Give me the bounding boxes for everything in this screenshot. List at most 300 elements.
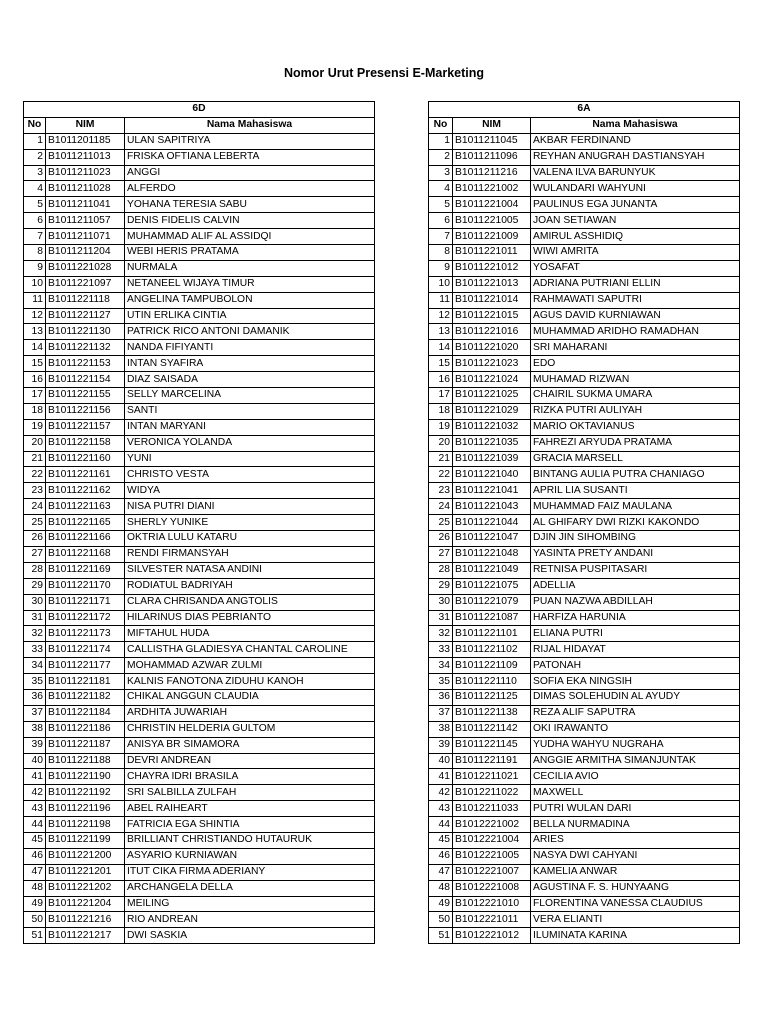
student-nim: B1011221041	[453, 483, 531, 499]
student-nim: B1011221142	[453, 721, 531, 737]
student-name: SILVESTER NATASA ANDINI	[125, 562, 375, 578]
student-nim: B1011211057	[46, 213, 125, 229]
student-name: SRI MAHARANI	[531, 340, 740, 356]
student-nim: B1011221016	[453, 324, 531, 340]
column-header-no: No	[24, 117, 46, 133]
student-name: SRI SALBILLA ZULFAH	[125, 785, 375, 801]
table-row	[24, 451, 375, 467]
row-number: 12	[429, 308, 453, 324]
student-nim: B1011221187	[46, 737, 125, 753]
student-name: ILUMINATA KARINA	[531, 928, 740, 944]
row-number: 9	[429, 260, 453, 276]
table-row	[24, 340, 375, 356]
row-number: 32	[429, 626, 453, 642]
student-nim: B1011221168	[46, 546, 125, 562]
table-row	[429, 562, 740, 578]
table-row	[24, 260, 375, 276]
student-name: MEILING	[125, 896, 375, 912]
student-name: AMIRUL ASSHIDIQ	[531, 229, 740, 245]
student-name: FLORENTINA VANESSA CLAUDIUS	[531, 896, 740, 912]
table-row	[24, 610, 375, 626]
student-name: PUAN NAZWA ABDILLAH	[531, 594, 740, 610]
student-name: AL GHIFARY DWI RIZKI KAKONDO	[531, 515, 740, 531]
table-row	[429, 292, 740, 308]
student-name: DIMAS SOLEHUDIN AL AYUDY	[531, 689, 740, 705]
table-row	[24, 292, 375, 308]
student-name: KAMELIA ANWAR	[531, 864, 740, 880]
student-name: CHIKAL ANGGUN CLAUDIA	[125, 689, 375, 705]
row-number: 47	[429, 864, 453, 880]
student-name: HARFIZA HARUNIA	[531, 610, 740, 626]
row-number: 22	[429, 467, 453, 483]
table-row	[24, 149, 375, 165]
table-row	[429, 276, 740, 292]
table-row	[24, 785, 375, 801]
student-name: MUHAMMAD FAIZ MAULANA	[531, 499, 740, 515]
student-nim: B1011221040	[453, 467, 531, 483]
table-row	[429, 197, 740, 213]
row-number: 26	[429, 531, 453, 547]
table-row	[24, 705, 375, 721]
student-name: YOSAFAT	[531, 260, 740, 276]
table-row	[24, 276, 375, 292]
column-header-nim: NIM	[46, 117, 125, 133]
table-row	[24, 213, 375, 229]
student-name: KALNIS FANOTONA ZIDUHU KANOH	[125, 674, 375, 690]
student-nim: B1011221029	[453, 403, 531, 419]
student-name: RENDI FIRMANSYAH	[125, 546, 375, 562]
student-nim: B1011221182	[46, 689, 125, 705]
student-name: RODIATUL BADRIYAH	[125, 578, 375, 594]
student-nim: B1011211023	[46, 165, 125, 181]
student-nim: B1011221023	[453, 356, 531, 372]
table-row	[429, 705, 740, 721]
row-number: 15	[429, 356, 453, 372]
table-row	[24, 133, 375, 149]
table-row	[24, 928, 375, 944]
student-name: UTIN ERLIKA CINTIA	[125, 308, 375, 324]
row-number: 33	[24, 642, 46, 658]
table-row	[24, 499, 375, 515]
row-number: 49	[429, 896, 453, 912]
table-row	[429, 769, 740, 785]
table-row	[24, 324, 375, 340]
table-row	[24, 594, 375, 610]
student-nim: B1011221024	[453, 372, 531, 388]
student-name: OKTRIA LULU KATARU	[125, 531, 375, 547]
student-nim: B1011221160	[46, 451, 125, 467]
row-number: 42	[24, 785, 46, 801]
table-row	[429, 674, 740, 690]
student-nim: B1011221035	[453, 435, 531, 451]
row-number: 10	[24, 276, 46, 292]
row-number: 25	[429, 515, 453, 531]
student-name: CALLISTHA GLADIESYA CHANTAL CAROLINE	[125, 642, 375, 658]
row-number: 23	[24, 483, 46, 499]
table-row	[429, 483, 740, 499]
student-nim: B1011211045	[453, 133, 531, 149]
table-row	[24, 864, 375, 880]
student-nim: B1011221156	[46, 403, 125, 419]
student-nim: B1011221171	[46, 594, 125, 610]
row-number: 33	[429, 642, 453, 658]
table-row	[429, 451, 740, 467]
student-name: NISA PUTRI DIANI	[125, 499, 375, 515]
student-name: AKBAR FERDINAND	[531, 133, 740, 149]
student-name: ANISYA BR SIMAMORA	[125, 737, 375, 753]
student-name: SANTI	[125, 403, 375, 419]
table-row	[429, 801, 740, 817]
student-nim: B1011221216	[46, 912, 125, 928]
row-number: 4	[24, 181, 46, 197]
row-number: 28	[429, 562, 453, 578]
student-nim: B1011221004	[453, 197, 531, 213]
student-name: OKI IRAWANTO	[531, 721, 740, 737]
table-row	[429, 753, 740, 769]
student-nim: B1011221153	[46, 356, 125, 372]
row-number: 36	[24, 689, 46, 705]
table-row	[24, 880, 375, 896]
student-nim: B1011221012	[453, 260, 531, 276]
table-row	[429, 388, 740, 404]
student-nim: B1011221181	[46, 674, 125, 690]
student-nim: B1011221044	[453, 515, 531, 531]
student-name: WIWI AMRITA	[531, 245, 740, 261]
student-name: DENIS FIDELIS CALVIN	[125, 213, 375, 229]
row-number: 5	[429, 197, 453, 213]
student-nim: B1011221097	[46, 276, 125, 292]
student-name: INTAN MARYANI	[125, 419, 375, 435]
table-row	[429, 260, 740, 276]
student-name: ANGELINA TAMPUBOLON	[125, 292, 375, 308]
table-row	[24, 546, 375, 562]
table-row	[24, 229, 375, 245]
student-nim: B1011211013	[46, 149, 125, 165]
student-nim: B1011221173	[46, 626, 125, 642]
student-name: CHRISTIN HELDERIA GULTOM	[125, 721, 375, 737]
class-name: 6D	[24, 102, 375, 118]
table-row	[24, 245, 375, 261]
student-name: PATONAH	[531, 658, 740, 674]
row-number: 29	[429, 578, 453, 594]
student-nim: B1011221130	[46, 324, 125, 340]
student-nim: B1011221192	[46, 785, 125, 801]
student-name: WIDYA	[125, 483, 375, 499]
student-nim: B1011221170	[46, 578, 125, 594]
row-number: 28	[24, 562, 46, 578]
table-row	[24, 848, 375, 864]
row-number: 14	[24, 340, 46, 356]
student-nim: B1011221145	[453, 737, 531, 753]
student-name: REYHAN ANUGRAH DASTIANSYAH	[531, 149, 740, 165]
student-name: ABEL RAIHEART	[125, 801, 375, 817]
table-row	[429, 578, 740, 594]
class-header-row	[24, 102, 375, 118]
row-number: 48	[429, 880, 453, 896]
table-row	[24, 483, 375, 499]
row-number: 6	[429, 213, 453, 229]
row-number: 31	[429, 610, 453, 626]
student-name: RAHMAWATI SAPUTRI	[531, 292, 740, 308]
student-name: WULANDARI WAHYUNI	[531, 181, 740, 197]
row-number: 31	[24, 610, 46, 626]
student-name: RETNISA PUSPITASARI	[531, 562, 740, 578]
student-name: DWI SASKIA	[125, 928, 375, 944]
student-name: PUTRI WULAN DARI	[531, 801, 740, 817]
student-name: RIJAL HIDAYAT	[531, 642, 740, 658]
student-name: JOAN SETIAWAN	[531, 213, 740, 229]
row-number: 40	[429, 753, 453, 769]
table-row	[429, 864, 740, 880]
student-name: VERONICA YOLANDA	[125, 435, 375, 451]
column-header-nim: NIM	[453, 117, 531, 133]
row-number: 27	[429, 546, 453, 562]
student-nim: B1011221047	[453, 531, 531, 547]
student-name: NANDA FIFIYANTI	[125, 340, 375, 356]
student-name: CLARA CHRISANDA ANGTOLIS	[125, 594, 375, 610]
row-number: 42	[429, 785, 453, 801]
table-row	[24, 531, 375, 547]
student-nim: B1011221014	[453, 292, 531, 308]
student-name: SELLY MARCELINA	[125, 388, 375, 404]
row-number: 1	[24, 133, 46, 149]
student-nim: B1011221020	[453, 340, 531, 356]
student-nim: B1011221199	[46, 832, 125, 848]
row-number: 6	[24, 213, 46, 229]
attendance-table-6d	[23, 101, 375, 944]
row-number: 14	[429, 340, 453, 356]
row-number: 22	[24, 467, 46, 483]
student-name: MAXWELL	[531, 785, 740, 801]
student-nim: B1011221127	[46, 308, 125, 324]
student-nim: B1011221043	[453, 499, 531, 515]
table-row	[429, 531, 740, 547]
row-number: 13	[24, 324, 46, 340]
row-number: 51	[24, 928, 46, 944]
row-number: 16	[24, 372, 46, 388]
student-nim: B1012221002	[453, 817, 531, 833]
student-nim: B1011221110	[453, 674, 531, 690]
row-number: 16	[429, 372, 453, 388]
table-row	[24, 674, 375, 690]
student-name: REZA ALIF SAPUTRA	[531, 705, 740, 721]
row-number: 48	[24, 880, 46, 896]
row-number: 43	[24, 801, 46, 817]
student-nim: B1011221015	[453, 308, 531, 324]
student-name: MOHAMMAD AZWAR ZULMI	[125, 658, 375, 674]
student-nim: B1012221004	[453, 832, 531, 848]
column-header-nama: Nama Mahasiswa	[531, 117, 740, 133]
row-number: 34	[429, 658, 453, 674]
table-row	[429, 340, 740, 356]
student-nim: B1011221109	[453, 658, 531, 674]
student-name: BELLA NURMADINA	[531, 817, 740, 833]
table-row	[24, 769, 375, 785]
row-number: 27	[24, 546, 46, 562]
table-row	[429, 785, 740, 801]
table-row	[24, 308, 375, 324]
table-row	[24, 403, 375, 419]
table-row	[24, 419, 375, 435]
table-row	[24, 737, 375, 753]
row-number: 46	[429, 848, 453, 864]
student-name: ANGGI	[125, 165, 375, 181]
student-nim: B1011221011	[453, 245, 531, 261]
row-number: 8	[24, 245, 46, 261]
student-name: INTAN SYAFIRA	[125, 356, 375, 372]
row-number: 11	[429, 292, 453, 308]
student-nim: B1011221202	[46, 880, 125, 896]
student-nim: B1011221161	[46, 467, 125, 483]
table-row	[429, 324, 740, 340]
student-name: YUNI	[125, 451, 375, 467]
student-name: CHRISTO VESTA	[125, 467, 375, 483]
student-name: YOHANA TERESIA SABU	[125, 197, 375, 213]
student-nim: B1011221102	[453, 642, 531, 658]
table-row	[429, 165, 740, 181]
row-number: 2	[24, 149, 46, 165]
student-nim: B1012221011	[453, 912, 531, 928]
student-nim: B1011221200	[46, 848, 125, 864]
table-row	[24, 372, 375, 388]
student-name: DIAZ SAISADA	[125, 372, 375, 388]
row-number: 20	[24, 435, 46, 451]
column-header-nama: Nama Mahasiswa	[125, 117, 375, 133]
student-nim: B1011221032	[453, 419, 531, 435]
table-row	[429, 356, 740, 372]
table-row	[429, 880, 740, 896]
student-nim: B1011221166	[46, 531, 125, 547]
student-name: YASINTA PRETY ANDANI	[531, 546, 740, 562]
student-name: MUHAMAD RIZWAN	[531, 372, 740, 388]
table-row	[429, 403, 740, 419]
table-row	[24, 896, 375, 912]
student-name: PATRICK RICO ANTONI DAMANIK	[125, 324, 375, 340]
table-row	[429, 499, 740, 515]
student-name: HILARINUS DIAS PEBRIANTO	[125, 610, 375, 626]
row-number: 35	[429, 674, 453, 690]
row-number: 21	[429, 451, 453, 467]
student-name: GRACIA MARSELL	[531, 451, 740, 467]
student-name: PAULINUS EGA JUNANTA	[531, 197, 740, 213]
student-nim: B1011211071	[46, 229, 125, 245]
row-number: 17	[429, 388, 453, 404]
student-nim: B1011221025	[453, 388, 531, 404]
table-row	[429, 149, 740, 165]
table-row	[429, 642, 740, 658]
student-nim: B1011221125	[453, 689, 531, 705]
table-row	[24, 388, 375, 404]
row-number: 3	[429, 165, 453, 181]
student-name: RIO ANDREAN	[125, 912, 375, 928]
student-nim: B1012221008	[453, 880, 531, 896]
attendance-table-6a	[428, 101, 740, 944]
student-name: EDO	[531, 356, 740, 372]
row-number: 5	[24, 197, 46, 213]
row-number: 41	[429, 769, 453, 785]
column-header-no: No	[429, 117, 453, 133]
row-number: 9	[24, 260, 46, 276]
student-nim: B1011221191	[453, 753, 531, 769]
row-number: 4	[429, 181, 453, 197]
table-row	[429, 848, 740, 864]
class-header-row	[429, 102, 740, 118]
row-number: 49	[24, 896, 46, 912]
student-nim: B1011221118	[46, 292, 125, 308]
table-row	[429, 610, 740, 626]
row-number: 19	[24, 419, 46, 435]
table-row	[24, 165, 375, 181]
student-name: ARCHANGELA DELLA	[125, 880, 375, 896]
row-number: 50	[429, 912, 453, 928]
row-number: 7	[429, 229, 453, 245]
student-nim: B1011211041	[46, 197, 125, 213]
table-row	[429, 213, 740, 229]
row-number: 2	[429, 149, 453, 165]
table-row	[24, 912, 375, 928]
row-number: 18	[24, 403, 46, 419]
student-name: RIZKA PUTRI AULIYAH	[531, 403, 740, 419]
student-nim: B1011221190	[46, 769, 125, 785]
row-number: 39	[24, 737, 46, 753]
row-number: 25	[24, 515, 46, 531]
student-name: YUDHA WAHYU NUGRAHA	[531, 737, 740, 753]
table-row	[24, 578, 375, 594]
student-nim: B1011221101	[453, 626, 531, 642]
student-nim: B1011221005	[453, 213, 531, 229]
table-row	[429, 467, 740, 483]
table-row	[24, 197, 375, 213]
row-number: 41	[24, 769, 46, 785]
table-row	[429, 308, 740, 324]
row-number: 18	[429, 403, 453, 419]
student-name: MIFTAHUL HUDA	[125, 626, 375, 642]
table-row	[429, 626, 740, 642]
table-row	[429, 912, 740, 928]
column-header-row	[429, 117, 740, 133]
table-row	[429, 133, 740, 149]
student-nim: B1011221186	[46, 721, 125, 737]
row-number: 34	[24, 658, 46, 674]
student-name: AGUS DAVID KURNIAWAN	[531, 308, 740, 324]
table-row	[24, 658, 375, 674]
student-nim: B1011221002	[453, 181, 531, 197]
student-nim: B1011221157	[46, 419, 125, 435]
student-nim: B1011221204	[46, 896, 125, 912]
row-number: 39	[429, 737, 453, 753]
student-nim: B1011221048	[453, 546, 531, 562]
student-name: CHAIRIL SUKMA UMARA	[531, 388, 740, 404]
student-name: NASYA DWI CAHYANI	[531, 848, 740, 864]
row-number: 47	[24, 864, 46, 880]
student-name: VERA ELIANTI	[531, 912, 740, 928]
table-row	[24, 721, 375, 737]
table-row	[24, 801, 375, 817]
student-nim: B1011221155	[46, 388, 125, 404]
row-number: 10	[429, 276, 453, 292]
student-nim: B1011211204	[46, 245, 125, 261]
student-name: NETANEEL WIJAYA TIMUR	[125, 276, 375, 292]
student-nim: B1011221087	[453, 610, 531, 626]
student-nim: B1012211022	[453, 785, 531, 801]
student-name: MUHAMMAD ARIDHO RAMADHAN	[531, 324, 740, 340]
student-nim: B1012221007	[453, 864, 531, 880]
row-number: 15	[24, 356, 46, 372]
row-number: 8	[429, 245, 453, 261]
student-nim: B1011221188	[46, 753, 125, 769]
page-title: Nomor Urut Presensi E-Marketing	[283, 66, 485, 80]
row-number: 7	[24, 229, 46, 245]
